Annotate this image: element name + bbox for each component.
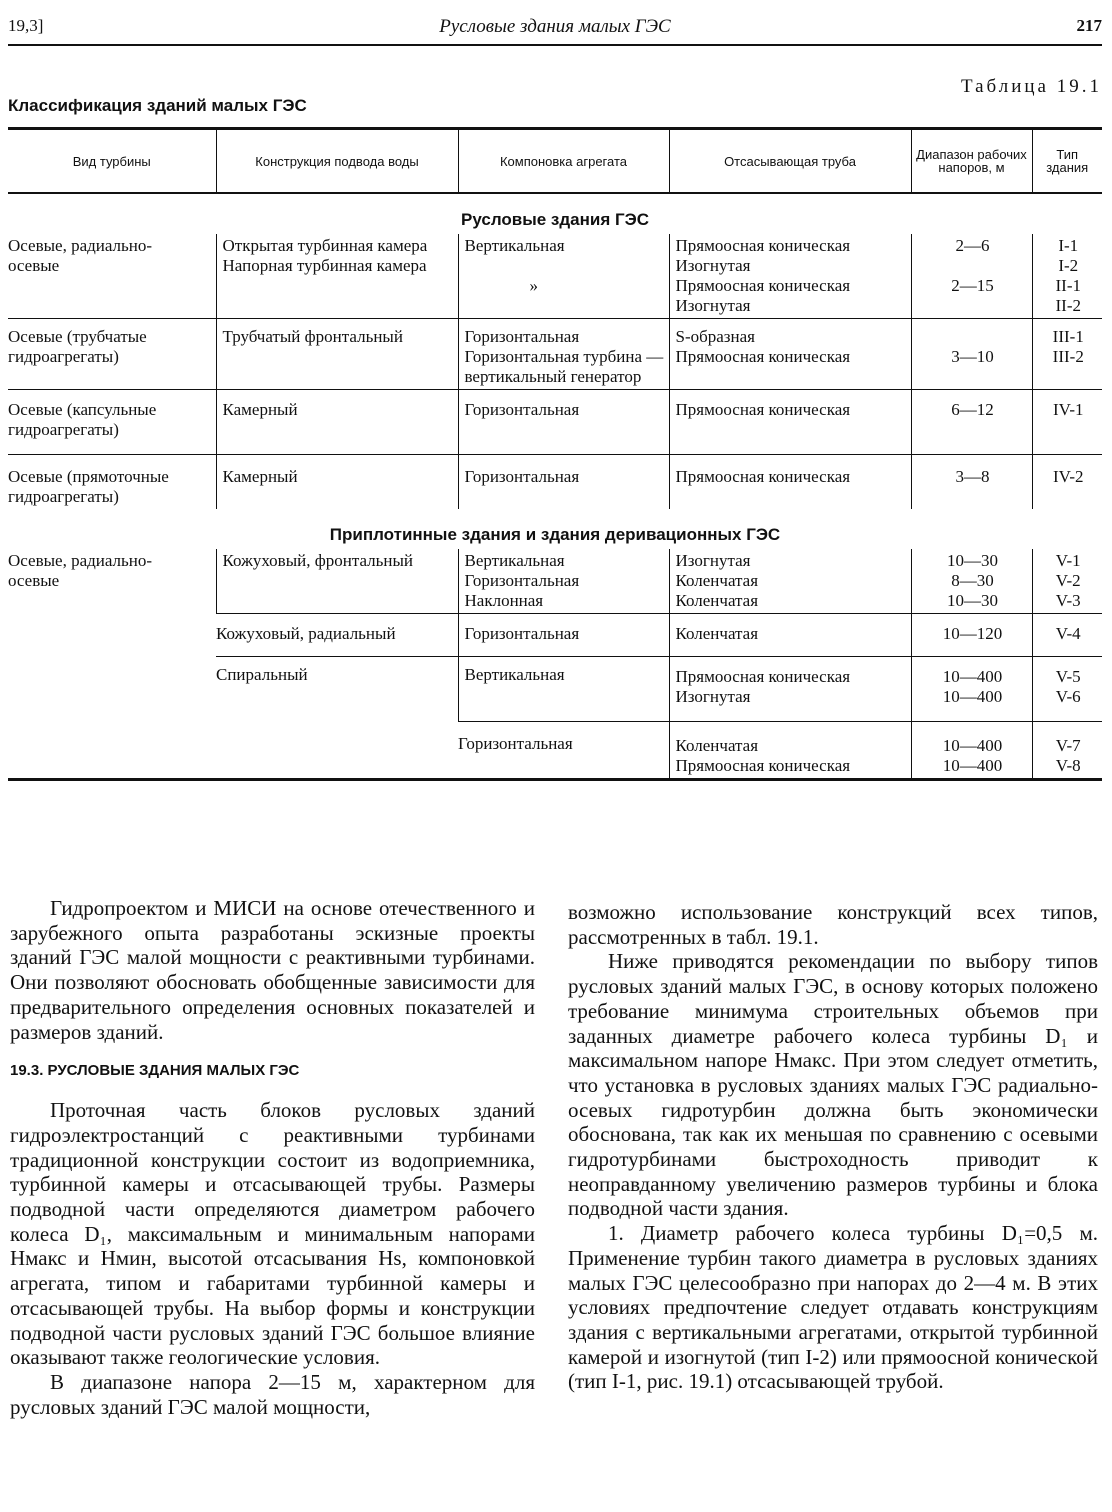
- section-row: [8, 193, 1102, 234]
- cell-text: 3—10: [951, 347, 994, 366]
- cell: [669, 657, 911, 722]
- cell: [669, 234, 911, 319]
- cell-text: Коленчатая: [675, 571, 759, 590]
- cell: Прямоосная коническая: [669, 455, 911, 510]
- cell-text: Изогнутая: [675, 256, 751, 275]
- cell: Кожуховый, радиальный: [216, 614, 458, 657]
- cell: [669, 549, 911, 614]
- cell: [669, 319, 911, 390]
- col-header: Вид турбины: [8, 129, 216, 194]
- paragraph: 1. Диаметр рабочего колеса турбины D₁=0,5 м. Применение турбин такого диаметра в русловых зданиях малых ГЭС целесообразно при напорах до 2—4 м. В этих условиях предпочтение следует отдавать конструкциям здания с вертикальными агрегатами, открытой турбинной камерой и изогнутой (тип I-2) или прямоосной конической (тип I-1, рис. 19.1) отсасывающей трубой.: [568, 1221, 1098, 1394]
- paragraph: В диапазоне напора 2—15 м, характерном для русловых зданий ГЭС малой мощности,: [10, 1369, 535, 1419]
- right-column: [568, 900, 1098, 1394]
- cell: 6—12: [911, 390, 1032, 455]
- cell: Горизонтальная: [458, 390, 669, 455]
- classification-table: [8, 127, 1102, 781]
- cell: Осевые, радиально-осевые: [8, 234, 216, 319]
- cell-text: Прямоосная коническая: [675, 756, 851, 775]
- cell-text: V-5: [1055, 667, 1081, 686]
- cell-text: I-1: [1058, 236, 1079, 255]
- cell-text: Открытая турбинная камера: [222, 236, 428, 255]
- cell-text: V-3: [1055, 591, 1081, 610]
- cell-text: II-1: [1055, 276, 1081, 295]
- cell: Осевые (прямоточные гидроагрегаты): [8, 467, 169, 506]
- cell-text: Наклонная: [464, 591, 544, 610]
- section-ref: 19,3]: [8, 16, 44, 35]
- cell: Осевые, радиально-осевые: [8, 551, 153, 590]
- cell-text: S-образная: [675, 327, 755, 346]
- cell-text: 10—400: [942, 736, 1003, 755]
- cell-text: Прямоосная коническая: [675, 236, 851, 255]
- paragraph: Ниже приводятся рекомендации по выбору типов русловых зданий малых ГЭС, в основу которых положено требование минимума строительных объемов при заданных диаметре рабочего колеса турбины D₁ и максимальном напоре Hмакс. При этом следует отметить, что установка в русловых зданиях малых ГЭС радиально-осевых гидротурбин должна быть экономически обоснована, так как их меньшая по сравнению с осевыми гидротурбинами быстроходность приводит к неоправданному увеличению размеров турбины и блока подводной части здания.: [568, 949, 1098, 1221]
- cell-text: Вертикальная: [464, 236, 565, 255]
- cell-text: Изогнутая: [675, 296, 751, 315]
- col-header: Отсасывающая труба: [669, 129, 911, 194]
- cell: Горизонтальная: [458, 455, 669, 510]
- cell: [1032, 657, 1102, 722]
- cell: 10—120: [911, 614, 1032, 657]
- cell: Горизонтальная: [458, 734, 573, 753]
- page-number: 217: [1076, 16, 1102, 35]
- cell-text: II-2: [1055, 296, 1081, 315]
- cell: Камерный: [216, 390, 458, 455]
- cell-text: 2—6: [955, 236, 990, 255]
- cell: IV-1: [1032, 390, 1102, 455]
- cell-text: Горизонтальная: [464, 571, 580, 590]
- table-row: [8, 549, 1102, 614]
- cell: [1032, 234, 1102, 319]
- section-row: [8, 509, 1102, 549]
- cell: Коленчатая: [669, 614, 911, 657]
- cell-text: Прямоосная коническая: [675, 276, 851, 295]
- cell: [911, 549, 1032, 614]
- cell-text: V-2: [1055, 571, 1081, 590]
- paragraph: Гидропроектом и МИСИ на основе отечественного и зарубежного опыта разработаны эскизные проекты зданий ГЭС малой мощности с реактивными турбинами. Они позволяют обосновать обобщенные зависимости для предварительного определения основных показателей и размеров зданий.: [10, 896, 535, 1044]
- table-row: [8, 455, 1102, 510]
- cell: Осевые (трубчатые гидроагрегаты): [8, 319, 216, 390]
- cell: Кожуховый, фронтальный: [216, 549, 458, 614]
- running-header: [8, 14, 1102, 46]
- cell-text: Изогнутая: [675, 687, 751, 706]
- cell: Горизонтальная: [458, 614, 669, 657]
- paragraph: Проточная часть блоков русловых зданий гидроэлектростанций с реактивными турбинами традиционной конструкции состоит из водоприемника, турбинной камеры и отсасывающей трубы. Размеры подводной части определяются диаметром рабочего колеса D₁, максимальным и минимальным напорами Hмакс и Hмин, высотой отсасывания Hs, компоновкой агрегата, типом и габаритами турбинной камеры и отсасывающей трубы. На выбор формы и конструкции подводной части русловых зданий ГЭС большое влияние оказывают также геологические условия.: [10, 1098, 535, 1370]
- cell-text: Напорная турбинная камера: [222, 256, 427, 275]
- col-header: Конструкция подвода воды: [216, 129, 458, 194]
- paragraph: возможно использование конструкций всех типов, рассмотренных в табл. 19.1.: [568, 900, 1098, 949]
- cell: [216, 234, 458, 319]
- col-header: Диапазон рабочих напоров, м: [911, 129, 1032, 194]
- running-title: Русловые здания малых ГЭС: [439, 16, 671, 37]
- table-header-row: [8, 129, 1102, 194]
- cell-text: Горизонтальная: [464, 327, 580, 346]
- cell-text: Вертикальная: [464, 551, 565, 570]
- cell-text: Коленчатая: [675, 591, 759, 610]
- cell: Прямоосная коническая: [669, 390, 911, 455]
- cell-blank: [465, 256, 665, 276]
- cell-text: V-6: [1055, 687, 1081, 706]
- cell: 3—8: [911, 455, 1032, 510]
- cell-text: 2—15: [951, 276, 994, 295]
- table-row: [8, 390, 1102, 455]
- cell: [1032, 549, 1102, 614]
- cell-text: Коленчатая: [675, 736, 759, 755]
- cell: [911, 319, 1032, 390]
- table-row: [8, 319, 1102, 390]
- cell-text: 10—400: [942, 667, 1003, 686]
- cell: Вертикальная: [458, 657, 669, 722]
- cell-text: Горизонтальная турбина — вертикальный генератор: [464, 347, 664, 386]
- cell: [911, 234, 1032, 319]
- cell-text: 10—400: [942, 756, 1003, 775]
- table-row: [8, 234, 1102, 319]
- cell: [458, 319, 669, 390]
- cell: [669, 722, 911, 780]
- cell: Спиральный: [216, 665, 308, 684]
- cell: [911, 657, 1032, 722]
- cell-text: Прямоосная коническая: [675, 667, 851, 686]
- cell-text: V-7: [1055, 736, 1081, 755]
- cell: [911, 722, 1032, 780]
- cell: [1032, 319, 1102, 390]
- cell-text: V-8: [1055, 756, 1081, 775]
- cell-text: Прямоосная коническая: [675, 347, 851, 366]
- cell-text: 10—30: [947, 551, 998, 570]
- cell-text: »: [529, 276, 538, 295]
- cell-text: 8—30: [951, 571, 994, 590]
- cell: IV-2: [1032, 455, 1102, 510]
- cell-blank: [918, 256, 1028, 276]
- cell: [458, 549, 669, 614]
- table-label: Таблица 19.1: [960, 76, 1102, 97]
- cell: Камерный: [216, 455, 458, 510]
- cell: [1032, 722, 1102, 780]
- col-header: Тип здания: [1032, 129, 1102, 194]
- cell: [458, 234, 669, 319]
- cell-text: 10—400: [942, 687, 1003, 706]
- cell-text: Изогнутая: [675, 551, 751, 570]
- cell-text: V-1: [1055, 551, 1081, 570]
- cell: Осевые (капсульные гидроагрегаты): [8, 390, 216, 455]
- table-caption: Классификация зданий малых ГЭС: [8, 96, 307, 115]
- cell: V-4: [1032, 614, 1102, 657]
- section-title: Русловые здания ГЭС: [461, 210, 649, 229]
- cell-text: I-2: [1058, 256, 1079, 275]
- cell-text: III-2: [1052, 347, 1084, 366]
- col-header: Компоновка агрегата: [458, 129, 669, 194]
- left-column: [10, 896, 535, 1419]
- section-heading: 19.3. РУСЛОВЫЕ ЗДАНИЯ МАЛЫХ ГЭС: [10, 1062, 300, 1080]
- cell-text: III-1: [1052, 327, 1084, 346]
- section-title: Приплотинные здания и здания деривационных ГЭС: [329, 525, 781, 544]
- cell-text: 10—30: [947, 591, 998, 610]
- cell: Трубчатый фронтальный: [216, 319, 458, 390]
